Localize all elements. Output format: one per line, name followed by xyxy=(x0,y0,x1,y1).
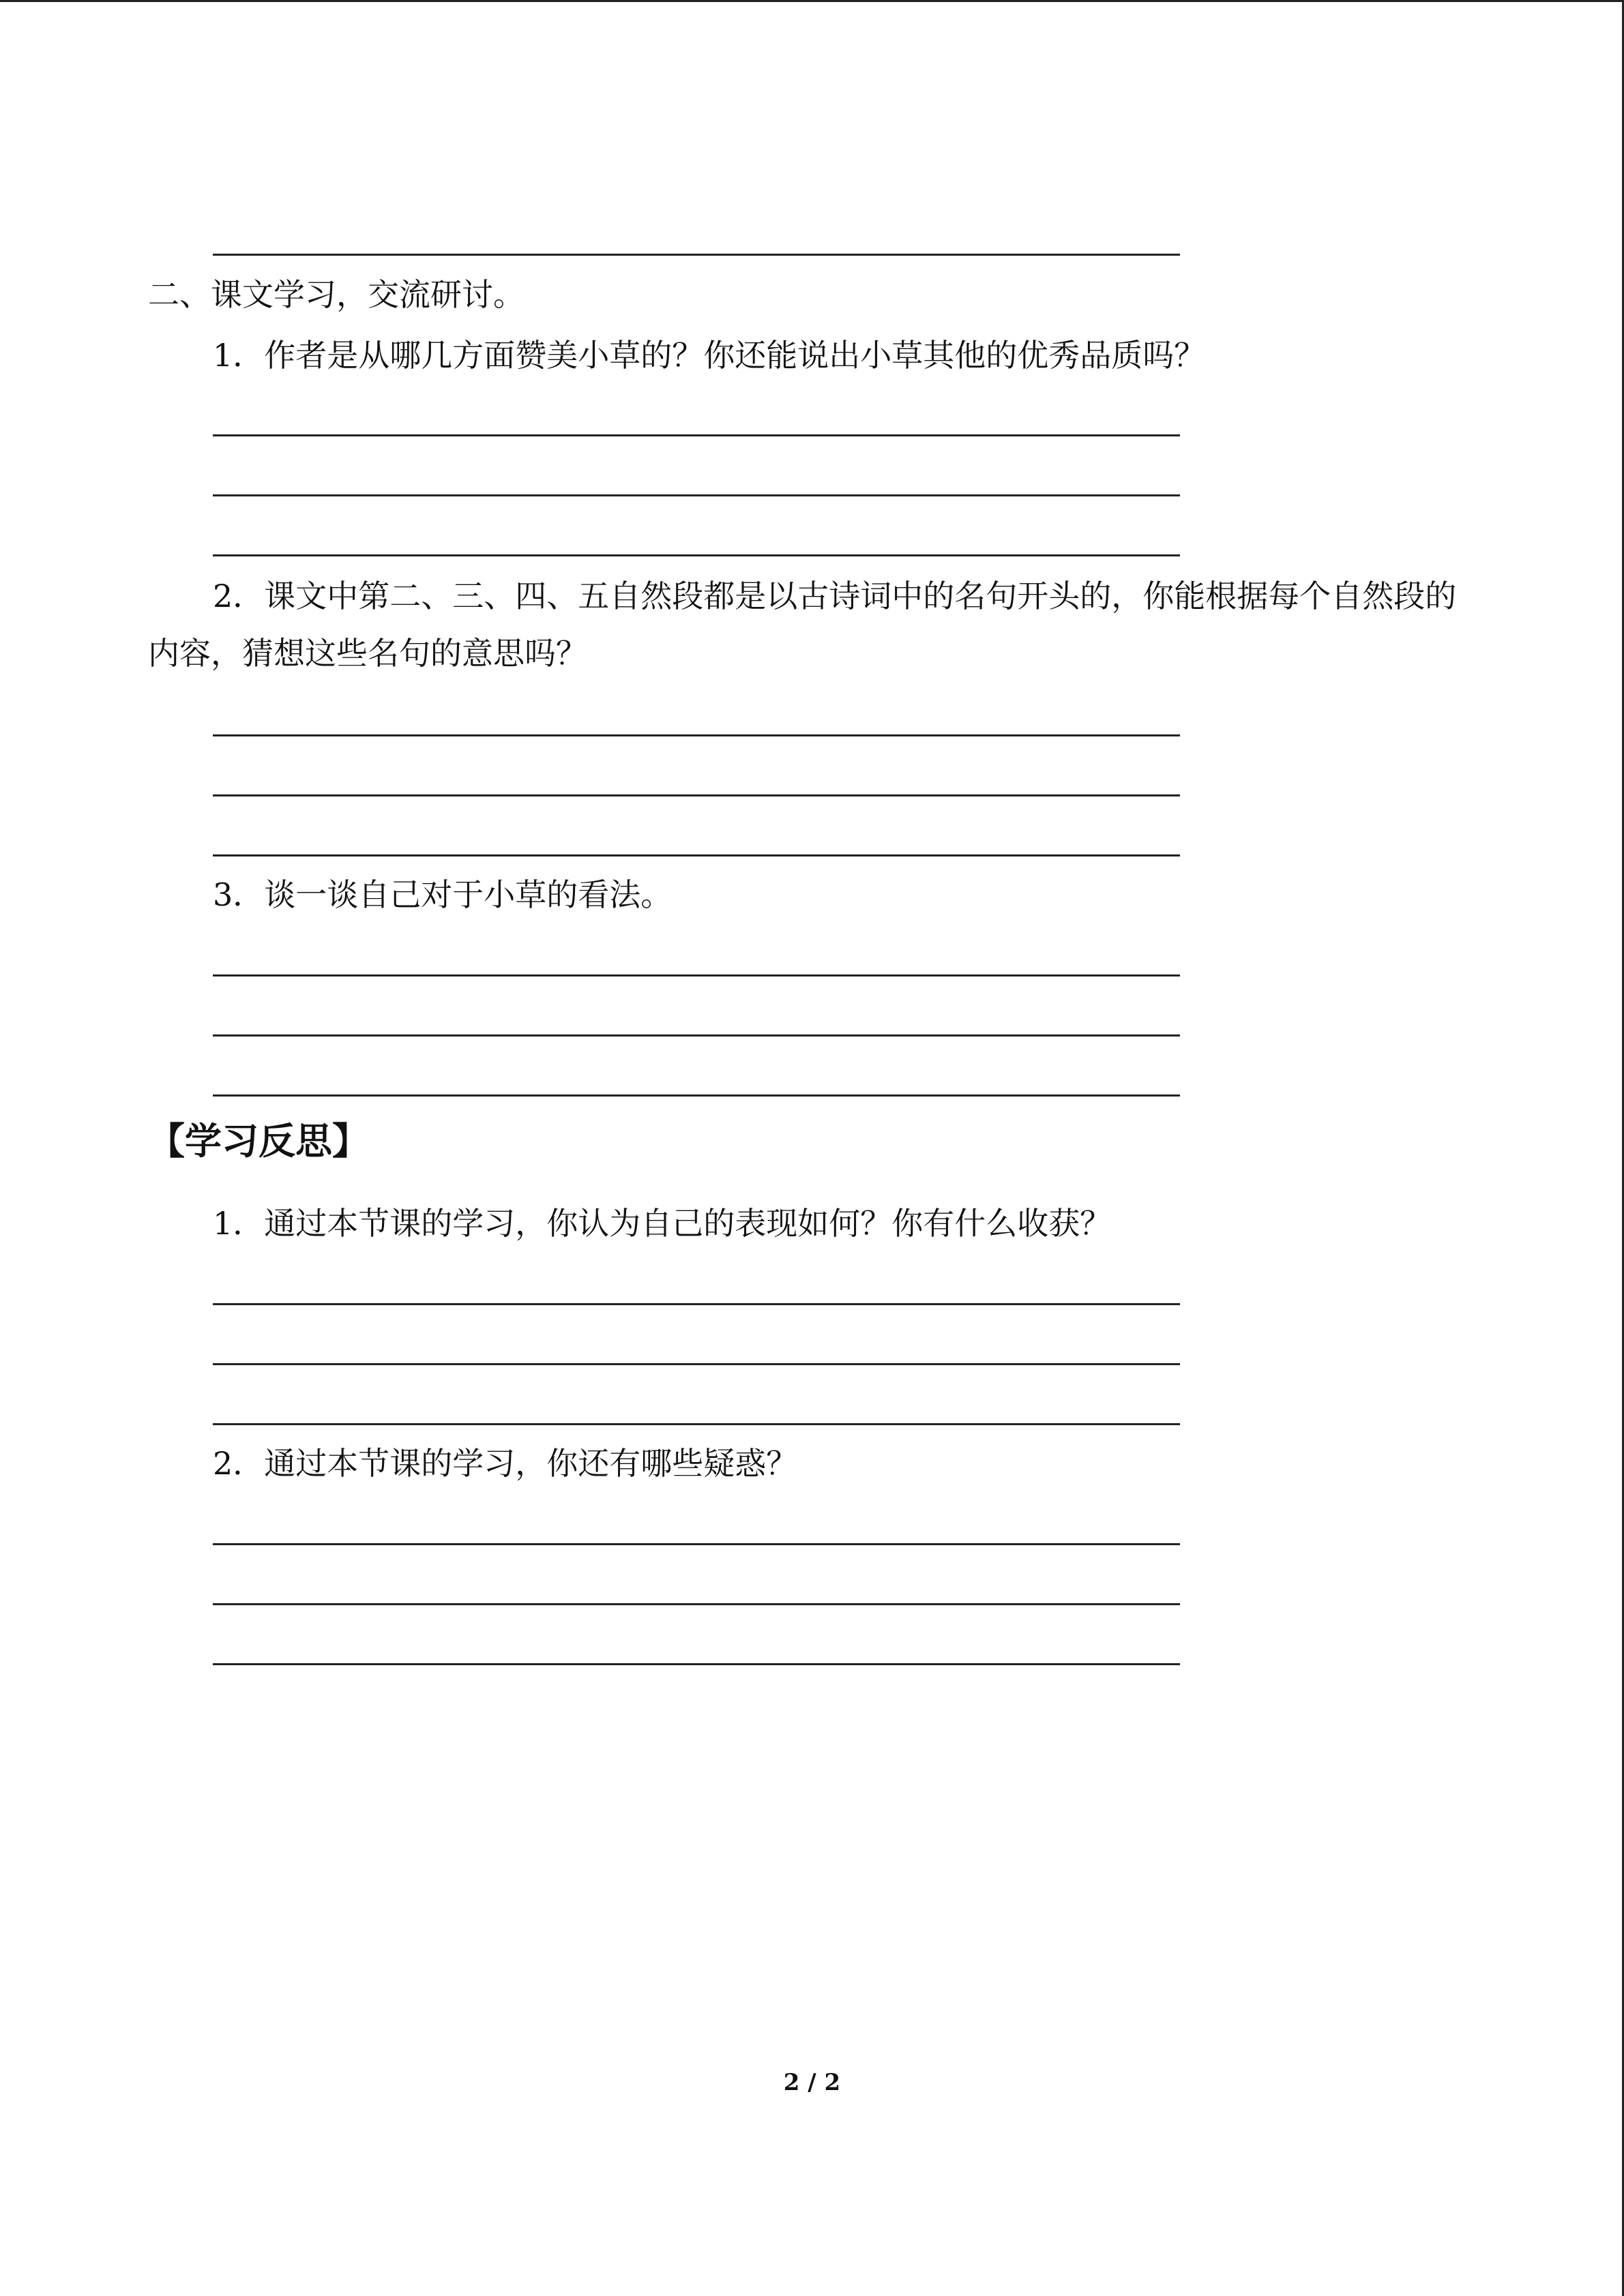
answer-line xyxy=(213,974,1180,976)
reflection-heading: 【学习反思】 xyxy=(148,1120,369,1163)
answer-line xyxy=(213,1363,1180,1365)
section-heading: 二、课文学习，交流研讨。 xyxy=(148,276,525,313)
answer-line xyxy=(213,734,1180,736)
reflection-question-1: 1．通过本节课的学习，你认为自己的表现如何？你有什么收获？ xyxy=(213,1205,1112,1242)
answer-line xyxy=(213,1423,1180,1425)
answer-line xyxy=(213,254,1180,256)
answer-line xyxy=(213,1663,1180,1665)
answer-line xyxy=(213,1034,1180,1037)
answer-line xyxy=(213,494,1180,496)
question-1: 1．作者是从哪几方面赞美小草的？你还能说出小草其他的优秀品质吗？ xyxy=(213,337,1206,374)
answer-line xyxy=(213,1094,1180,1097)
answer-line xyxy=(213,434,1180,436)
page-number: 2 / 2 xyxy=(783,2069,841,2096)
reflection-question-2: 2．通过本节课的学习，你还有哪些疑惑？ xyxy=(213,1445,798,1482)
answer-line xyxy=(213,794,1180,796)
answer-line xyxy=(213,854,1180,856)
question-2: 2．课文中第二、三、四、五自然段都是以古诗词中的名句开头的，你能根据每个自然段的内容，猜想这些名句的意思吗？ xyxy=(148,578,1457,672)
answer-line xyxy=(213,1303,1180,1305)
question-3: 3．谈一谈自己对于小草的看法。 xyxy=(213,876,673,913)
answer-line xyxy=(213,1603,1180,1605)
answer-line xyxy=(213,554,1180,556)
answer-line xyxy=(213,1543,1180,1545)
